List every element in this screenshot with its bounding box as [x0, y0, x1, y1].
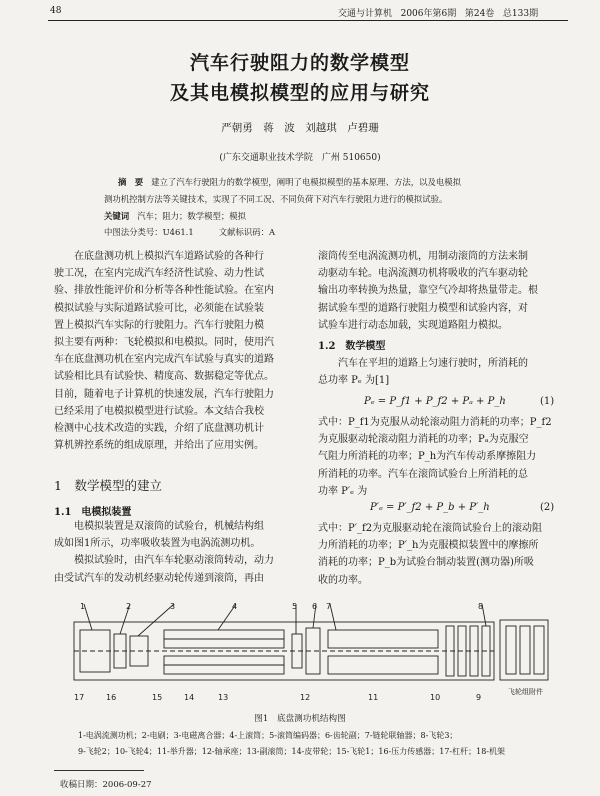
equation-2-number: (2) [540, 502, 555, 513]
keywords-line [104, 210, 246, 222]
received-date: 收稿日期：2006-09-27 [60, 780, 152, 790]
body-line: 试验车进行动态加载，实现道路阻力模拟。 [318, 319, 508, 331]
body-line: 据试验车型的道路行驶阻力模型和试验内容，对 [318, 302, 528, 314]
chassis-dynamometer-diagram [68, 600, 562, 708]
running-header [338, 6, 538, 19]
body-line: 汽车在平坦的道路上匀速行驶时，所消耗的 [338, 358, 528, 369]
body-line: 式中：P_f1为克服从动轮滚动阻力消耗的功率；P_f2 [318, 417, 552, 428]
classification: 中图法分类号：U461.1 文献标识码：A [104, 227, 276, 237]
authors: 严朝勇 蒋 波 刘越琪 卢碧珊 [221, 122, 379, 134]
section-heading-1-1: 1.1 电模拟装置 [54, 507, 132, 518]
callout-16: 16 [106, 693, 117, 702]
leader-line [84, 604, 92, 630]
figure-legend-2: 9-飞轮2；10-飞轮4；11-举升器；12-轴承座；13-副滚筒；14-皮带轮；15-飞轮1；16-压力传感器；17-杠杆；18-机架 [78, 747, 506, 756]
callout-15: 15 [152, 693, 163, 702]
callout-9: 9 [476, 693, 482, 702]
equation-2: P′ₑ = P′_f2 + P_b + P′_h [370, 502, 490, 513]
equation-1-number: (1) [540, 396, 555, 407]
body-line: 消耗的功率；P_b为试验台制动装置(测功器)所吸 [318, 557, 534, 569]
lower-roller-2 [328, 656, 438, 674]
body-line: 动驱动车轮。电涡流测功机将吸收的汽车驱动轮 [318, 268, 528, 280]
right-paragraph-d [318, 520, 568, 589]
figure-caption: 图1 底盘测功机结构图 [254, 714, 346, 724]
body-line: 车在底盘测功机在室内完成汽车试验与真实的道路 [54, 354, 274, 366]
header-rule [48, 20, 568, 21]
section-heading-1: 1 数学模型的建立 [54, 478, 162, 493]
section-heading-1-2: 1.2 数学模型 [318, 341, 386, 352]
keywords-label: 关键词 [104, 211, 130, 221]
equation-1: Pₑ = P_f1 + P_f2 + Pₐ + P_h [364, 396, 506, 407]
body-line: 力所消耗的功率；P′_h为克服模拟装置中的摩擦所 [318, 540, 539, 552]
callout-11: 11 [368, 693, 379, 702]
body-line: 为克服驱动轮滚动阻力消耗的功率；Pₐ为克服空 [318, 434, 529, 446]
body-line: 功率 P′ₑ 为 [318, 485, 368, 497]
flywheel-group [500, 620, 548, 680]
abstract-label: 摘 要 [118, 177, 144, 187]
right-paragraph-a [318, 248, 568, 334]
page-number: 48 [50, 6, 62, 16]
body-line: 拟主要有两种：飞轮模拟和电模拟。同时，使用汽 [54, 336, 274, 348]
flywheel-group-label: 飞轮组附件 [508, 688, 543, 696]
body-line: 置上模拟汽车实际的行驶阻力。汽车行驶阻力模 [54, 319, 264, 331]
body-line: 已经采用了电模拟模型进行试验。本文结合我校 [54, 405, 264, 417]
body-line: 验、排放性能评价和分析等各种性能试验。在室内 [54, 285, 274, 297]
upper-roller-2 [328, 630, 438, 648]
abstract-line-1 [118, 176, 461, 188]
abstract-text-1: 建立了汽车行驶阻力的数学模型，阐明了电模拟模型的基本原理、方法，以及电模拟 [151, 177, 461, 187]
body-line: 算机辨控系统的组成原理，并给出了应用实例。 [54, 440, 264, 452]
intro-paragraph [54, 248, 304, 454]
body-line: 模拟试验时，由汽车车轮驱动滚筒转动，动力 [74, 555, 274, 567]
callout-7: 7 [326, 602, 332, 611]
footnote-rule [54, 770, 144, 771]
callout-13: 13 [218, 693, 229, 702]
journal-issue: 2006年第6期 [400, 9, 457, 19]
body-line: 目前，随着电子计算机的快速发展，汽车行驶阻力 [54, 388, 274, 400]
flywheel [534, 626, 544, 674]
callout-6: 6 [312, 602, 318, 611]
title-line-1: 汽车行驶阻力的数学模型 [189, 52, 410, 74]
affiliation: (广东交通职业技术学院 广州 510650) [219, 153, 381, 163]
callout-4: 4 [232, 602, 238, 611]
journal-name: 交通与计算机 [338, 9, 393, 19]
figure-legend-1: 1-电涡流测功机；2-电刷；3-电磁离合器；4-上滚筒；5-滚筒编码器；6-齿轮副；7-链轮联轴器；8-飞轮3； [78, 731, 458, 740]
right-paragraph-b [318, 355, 568, 389]
journal-total: 总133期 [502, 9, 539, 19]
callout-3: 3 [170, 602, 176, 611]
callout-2: 2 [126, 602, 132, 611]
body-line: 总功率 Pₑ 为[1] [318, 375, 390, 387]
body-line: 电模拟装置是双滚筒的试验台，机械结构组 [74, 521, 264, 532]
body-line: 检测中心技术改造的实践，介绍了底盘测功机计 [54, 422, 264, 434]
flywheel [520, 626, 530, 674]
callout-10: 10 [430, 693, 441, 702]
body-line: 在底盘测功机上模拟汽车道路试验的各种行 [74, 251, 264, 262]
body-line: 成如图1所示，功率吸收装置为电涡流测功机。 [54, 538, 261, 550]
journal-volume: 第24卷 [464, 9, 495, 19]
abstract-text-2: 测功机控制方法等关键技术，实现了不同工况、不同负荷下对汽车行驶阻力进行的模拟试验。 [104, 194, 448, 204]
callout-14: 14 [184, 693, 195, 702]
body-line: 由受试汽车的发动机经驱动轮传递到滚筒，再由 [54, 572, 264, 584]
body-line: 模拟试验与实际道路试验可比，必须能在试验装 [54, 302, 264, 314]
body-line: 式中：P′_f2为克服驱动轮在滚筒试验台上的滚动阻 [318, 523, 543, 534]
keywords: 汽车；阻力；数学模型；模拟 [137, 211, 246, 221]
body-line: 滚筒传至电涡流测功机，用制动滚筒的方法来制 [318, 251, 528, 262]
title-line-2: 及其电模拟模型的应用与研究 [169, 82, 430, 104]
callout-17: 17 [74, 693, 85, 702]
callout-5: 5 [292, 602, 298, 611]
body-line: 驶工况，在室内完成汽车经济性试验、动力性试 [54, 268, 264, 280]
body-line: 试验相比具有试验快、精度高、数据稳定等优点。 [54, 371, 274, 383]
body-line: 所消耗的功率。汽车在滚筒试验台上所消耗的总 [318, 468, 528, 480]
section-1-1-paragraph [54, 518, 304, 587]
body-line: 输出功率转换为热量，靠空气冷却将热量带走。根 [318, 285, 538, 297]
right-paragraph-c [318, 414, 568, 500]
leader-line [138, 604, 174, 636]
body-line: 收的功率。 [318, 574, 368, 586]
callout-1: 1 [80, 602, 86, 611]
callout-12: 12 [300, 693, 311, 702]
body-line: 气阻力所消耗的功率；P_h为汽车传动系摩擦阻力 [318, 451, 537, 463]
flywheel [506, 626, 516, 674]
callout-8: 8 [478, 602, 484, 611]
